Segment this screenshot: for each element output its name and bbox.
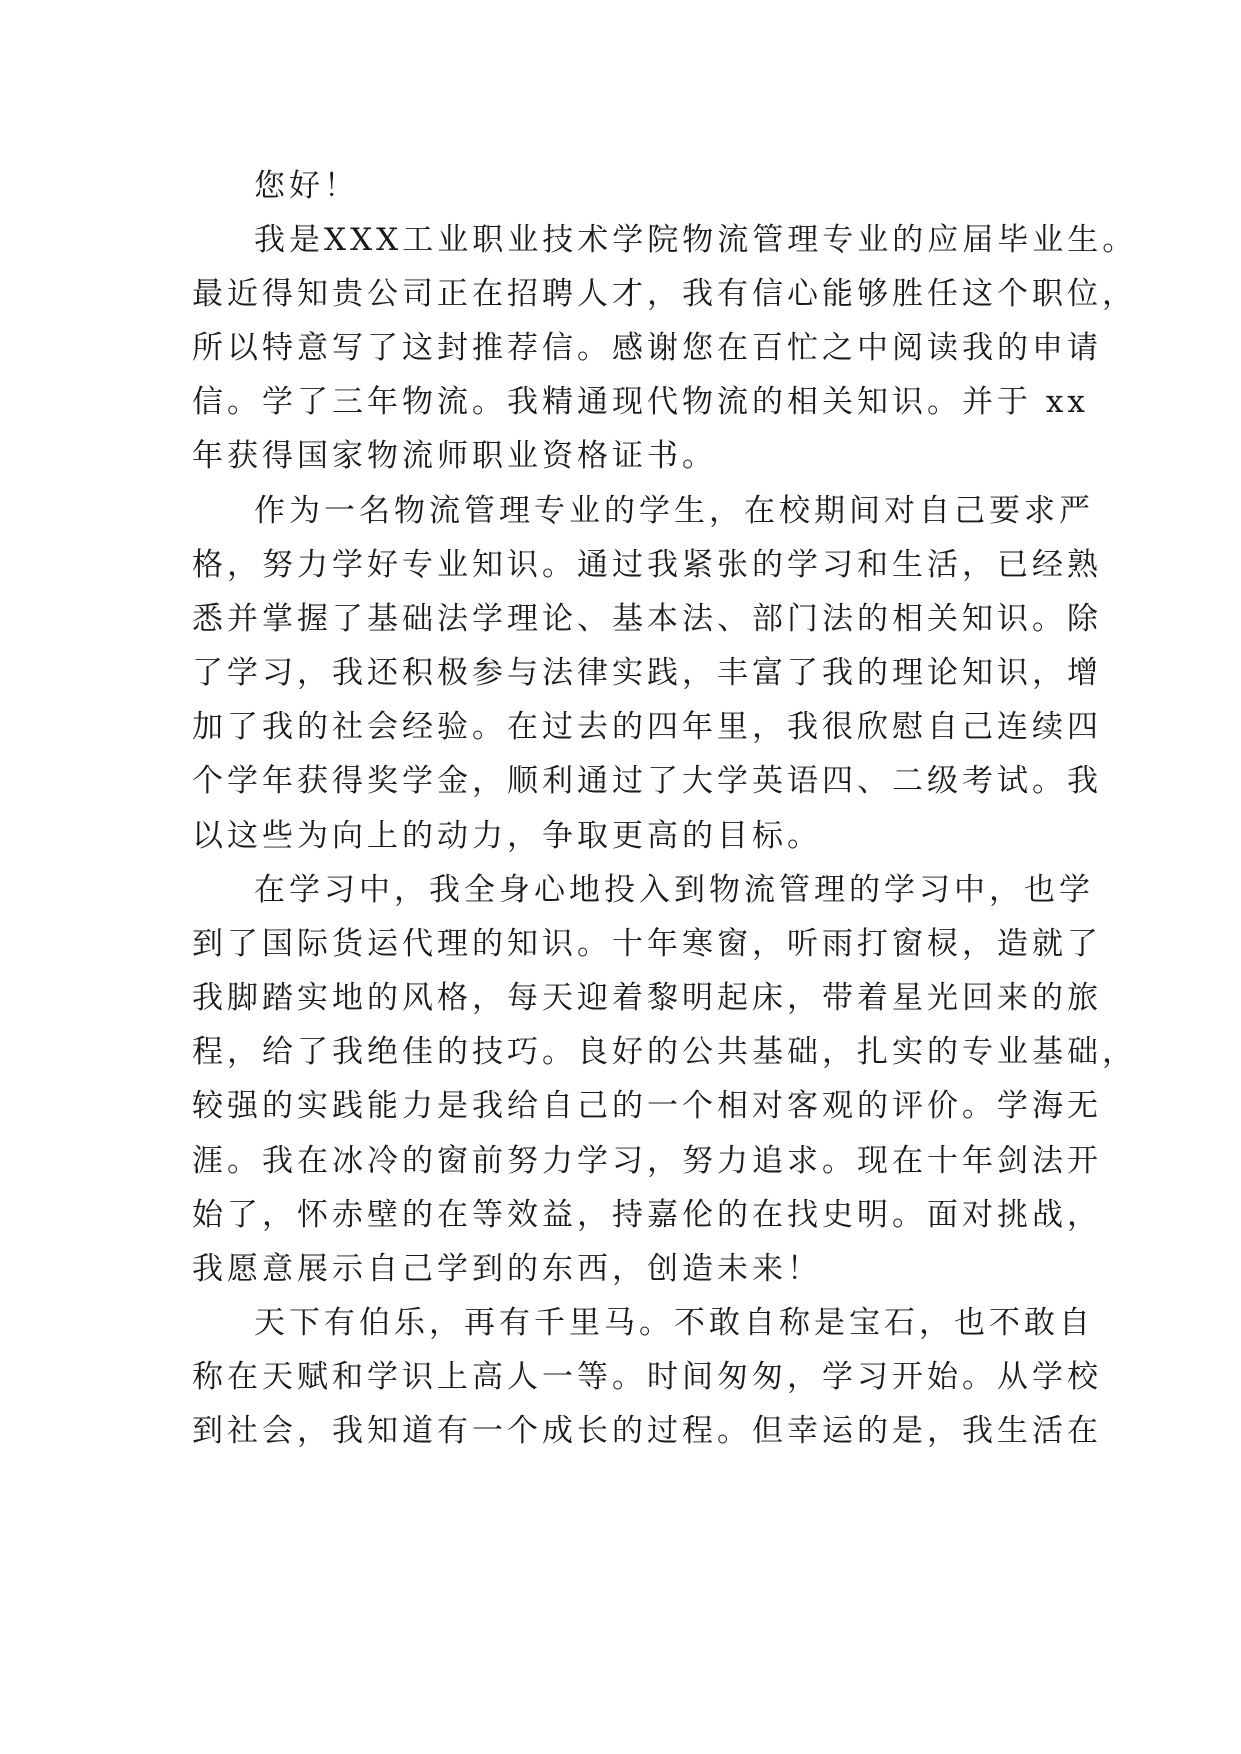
paragraph-line: 天下有伯乐，再有千里马。不敢自称是宝石，也不敢自	[254, 1305, 1094, 1341]
paragraph-line: 较强的实践能力是我给自己的一个相对客观的评价。学海无	[192, 1088, 1102, 1124]
paragraph-line: 年获得国家物流师职业资格证书。	[192, 438, 717, 474]
paragraph-line: 到社会，我知道有一个成长的过程。但幸运的是，我生活在	[192, 1413, 1102, 1449]
paragraph-line: 在学习中，我全身心地投入到物流管理的学习中，也学	[254, 872, 1094, 908]
paragraph-line: 我愿意展示自己学到的东西，创造未来！	[192, 1251, 822, 1287]
paragraph-line: 称在天赋和学识上高人一等。时间匆匆，学习开始。从学校	[192, 1359, 1102, 1395]
paragraph-line: 格，努力学好专业知识。通过我紧张的学习和生活，已经熟	[192, 547, 1102, 583]
paragraph-line: 以这些为向上的动力，争取更高的目标。	[192, 818, 822, 854]
paragraph-line: 作为一名物流管理专业的学生，在校期间对自己要求严	[254, 493, 1094, 529]
paragraph-line: 始了，怀赤壁的在等效益，持嘉伦的在找史明。面对挑战，	[192, 1197, 1102, 1233]
paragraph-line: 涯。我在冰冷的窗前努力学习，努力追求。现在十年剑法开	[192, 1143, 1102, 1179]
paragraph-line: 悉并掌握了基础法学理论、基本法、部门法的相关知识。除	[192, 601, 1102, 637]
paragraph-line: 程，给了我绝佳的技巧。良好的公共基础，扎实的专业基础，	[192, 1034, 1137, 1070]
paragraph-line: 了学习，我还积极参与法律实践，丰富了我的理论知识，增	[192, 655, 1102, 691]
paragraph-line: 我是XXX工业职业技术学院物流管理专业的应届毕业生。	[254, 222, 1138, 258]
paragraph-line: 所以特意写了这封推荐信。感谢您在百忙之中阅读我的申请	[192, 330, 1102, 366]
paragraph-line: 最近得知贵公司正在招聘人才，我有信心能够胜任这个职位，	[192, 276, 1137, 312]
paragraph-line: 信。学了三年物流。我精通现代物流的相关知识。并于 xx	[192, 384, 1089, 420]
paragraph-line: 我脚踏实地的风格，每天迎着黎明起床，带着星光回来的旅	[192, 980, 1102, 1016]
paragraph-line: 个学年获得奖学金，顺利通过了大学英语四、二级考试。我	[192, 763, 1102, 799]
paragraph-line: 加了我的社会经验。在过去的四年里，我很欣慰自己连续四	[192, 709, 1102, 745]
greeting: 您好！	[254, 168, 359, 204]
paragraph-line: 到了国际货运代理的知识。十年寒窗，听雨打窗棂，造就了	[192, 926, 1102, 962]
